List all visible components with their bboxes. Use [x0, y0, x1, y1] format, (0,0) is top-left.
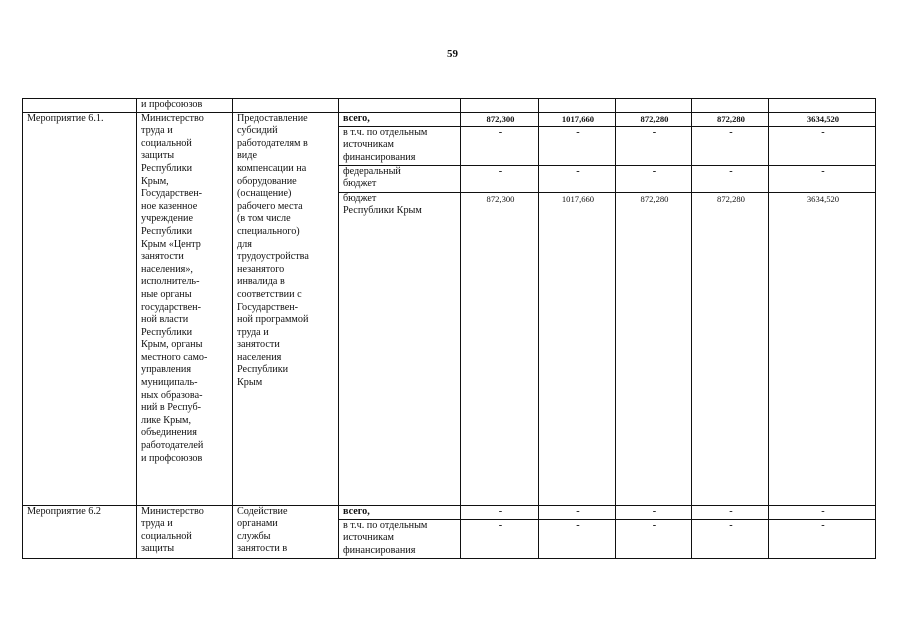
value-cell: - — [461, 126, 539, 165]
cell-empty — [539, 99, 616, 113]
value-cell: 1017,660 — [539, 112, 616, 126]
source-cell: всего, — [339, 505, 461, 519]
value-cell: - — [616, 505, 692, 519]
value-cell: 3634,520 — [769, 112, 876, 126]
source-cell: бюджет Республики Крым — [339, 192, 461, 505]
value-cell: - — [539, 126, 616, 165]
value-cell: 872,300 — [461, 192, 539, 505]
measure-name-cell: Мероприятие 6.1. — [23, 112, 137, 505]
value-cell: 872,280 — [616, 112, 692, 126]
executor-cell: Министерство труда и социальной защиты Республики Крым, Государствен- ное казенное учреждение Республики Крым «Центр занятости населения», исполнитель- ные органы государствен- ной власти Республики Крым, органы местного само- управления муниципаль- ных образова- ний в Респуб- лике Крым, объединения работодателей и профсоюзов — [137, 112, 233, 505]
value-cell: - — [769, 165, 876, 192]
cell-empty — [461, 99, 539, 113]
cell-empty — [233, 99, 339, 113]
page-number: 59 — [447, 48, 458, 60]
measure-row — [23, 112, 876, 126]
value-cell: - — [539, 505, 616, 519]
source-cell: в т.ч. по отдельным источникам финансирования — [339, 519, 461, 558]
value-cell: - — [461, 519, 539, 558]
measure-name-cell: Мероприятие 6.2 — [23, 505, 137, 558]
value-cell: - — [616, 165, 692, 192]
value-cell: - — [539, 165, 616, 192]
cell-empty — [616, 99, 692, 113]
value-cell: - — [461, 165, 539, 192]
cell-empty — [769, 99, 876, 113]
value-cell: 872,300 — [461, 112, 539, 126]
executor-cell: и профсоюзов — [137, 99, 233, 113]
cell-empty — [23, 99, 137, 113]
value-cell: 1017,660 — [539, 192, 616, 505]
description-cell: Содействие органами службы занятости в — [233, 505, 339, 558]
value-cell: 872,280 — [692, 192, 769, 505]
value-cell: - — [692, 505, 769, 519]
cell-empty — [339, 99, 461, 113]
source-cell: федеральный бюджет — [339, 165, 461, 192]
measure-row — [23, 505, 876, 519]
value-cell: - — [692, 165, 769, 192]
value-cell: - — [461, 505, 539, 519]
value-cell: - — [692, 126, 769, 165]
value-cell: - — [539, 519, 616, 558]
executor-cell: Министерство труда и социальной защиты — [137, 505, 233, 558]
value-cell: - — [769, 505, 876, 519]
value-cell: - — [616, 519, 692, 558]
value-cell: 872,280 — [616, 192, 692, 505]
cell-empty — [692, 99, 769, 113]
value-cell: - — [769, 126, 876, 165]
budget-table — [22, 98, 876, 559]
source-cell: в т.ч. по отдельным источникам финансирования — [339, 126, 461, 165]
continuation-row — [23, 99, 876, 113]
value-cell: - — [616, 126, 692, 165]
value-cell: 872,280 — [692, 112, 769, 126]
value-cell: 3634,520 — [769, 192, 876, 505]
description-cell: Предоставление субсидий работодателям в виде компенсации на оборудование (оснащение) рабочего места (в том числе специального) для трудоустройства незанятого инвалида в соответствии с Государствен- ной программой труда и занятости населения Республики Крым — [233, 112, 339, 505]
value-cell: - — [692, 519, 769, 558]
value-cell: - — [769, 519, 876, 558]
source-cell: всего, — [339, 112, 461, 126]
